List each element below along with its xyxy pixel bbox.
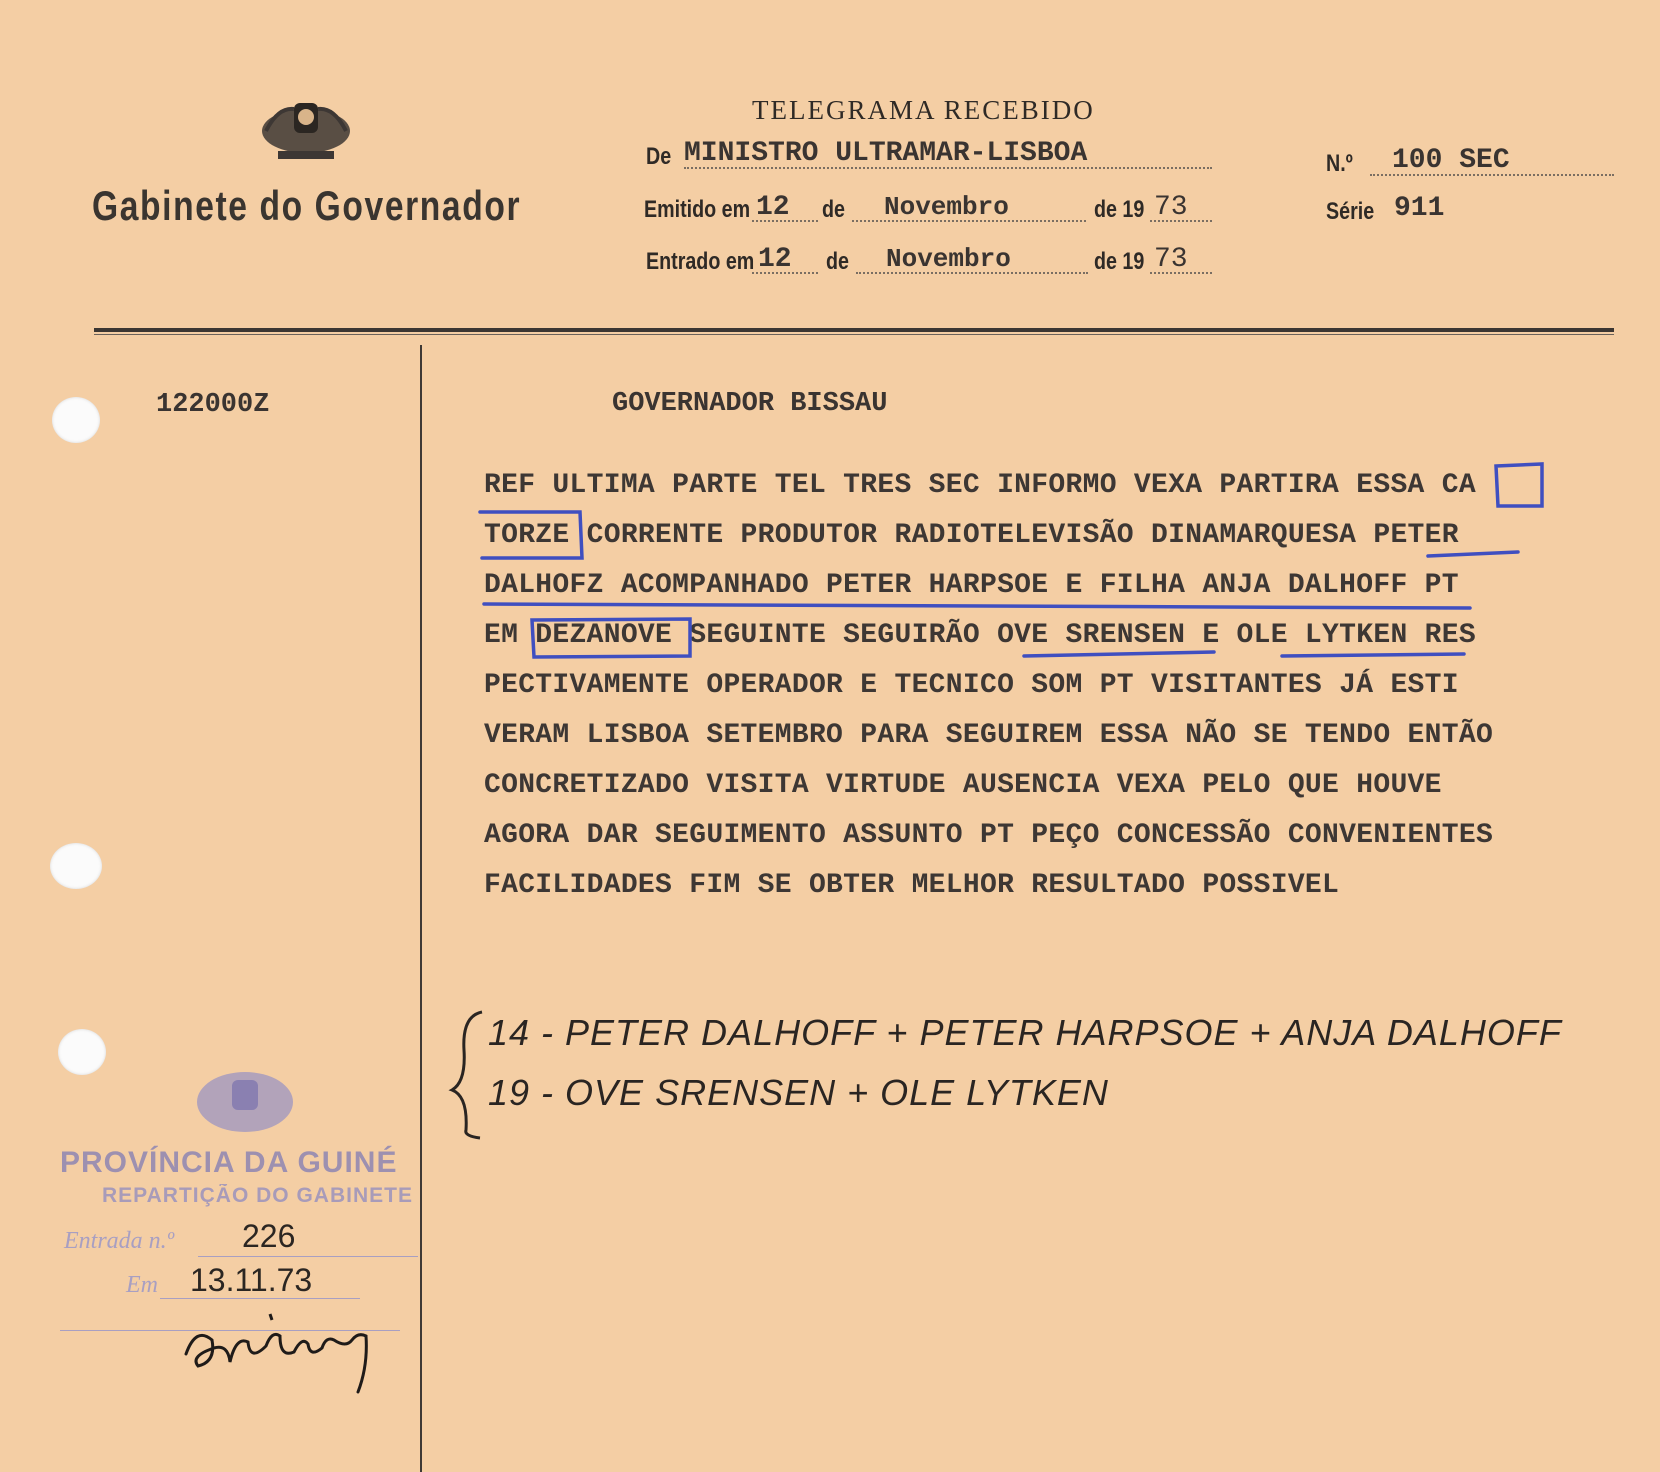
number-label: N.º [1326,150,1353,177]
series-label: Série [1326,198,1375,225]
handwritten-note-line-2: 19 - OVE SRENSEN + OLE LYTKEN [488,1072,1109,1113]
stamp-entry-number: 226 [242,1218,296,1254]
emitted-year: 73 [1154,192,1188,223]
entered-month: Novembro [886,244,1011,274]
message-line: VERAM LISBOA SETEMBRO PARA SEGUIREM ESSA NÃO SE TENDO ENTÃO [484,720,1494,751]
time-group: 122000Z [156,390,270,420]
telegram-title: TELEGRAMA RECEBIDO [752,95,1095,125]
message-line: CONCRETIZADO VISITA VIRTUDE AUSENCIA VEXA PELO QUE HOUVE [484,770,1442,801]
entered-year-prefix: de 19 [1094,248,1145,275]
emitted-label: Emitido em [644,196,751,223]
message-line: TORZE CORRENTE PRODUTOR RADIOTELEVISÃO DINAMARQUESA PETER [484,520,1459,551]
entered-day: 12 [758,244,792,275]
message-line: EM DEZANOVE SEGUINTE SEGUIRÃO OVE SRENSEN E OLE LYTKEN RES [484,620,1476,651]
emitted-de-label: de [822,196,845,223]
stamp-emblem-icon [192,1064,298,1144]
stamp-entry-label: Entrada n.º [64,1228,175,1254]
message-line: AGORA DAR SEGUIMENTO ASSUNTO PT PEÇO CONCESSÃO CONVENIENTES [484,820,1494,851]
addressee: GOVERNADOR BISSAU [612,389,888,419]
stamp-department: REPARTIÇÃO DO GABINETE [102,1184,413,1207]
message-line: REF ULTIMA PARTE TEL TRES SEC INFORMO VEXA PARTIRA ESSA CA [484,470,1476,501]
from-value: MINISTRO ULTRAMAR-LISBOA [684,138,1088,169]
emitted-month: Novembro [884,192,1009,222]
message-line: DALHOFZ ACOMPANHADO PETER HARPSOE E FILHA ANJA DALHOFF PT [484,570,1459,601]
stamp-date-value: 13.11.73 [190,1262,313,1298]
entered-year: 73 [1154,244,1188,275]
stamp-province: PROVÍNCIA DA GUINÉ [60,1146,398,1179]
entered-de-label: de [826,248,849,275]
emitted-year-prefix: de 19 [1094,196,1145,223]
stamp-date-label: Em [126,1272,158,1298]
handwritten-note-line-1: 14 - PETER DALHOFF + PETER HARPSOE + ANJA DALHOFF [488,1012,1562,1053]
emitted-day: 12 [756,192,790,223]
office-name: Gabinete do Governador [92,182,522,229]
from-label: De [646,143,672,170]
message-line: FACILIDADES FIM SE OBTER MELHOR RESULTADO POSSIVEL [484,870,1340,901]
series-value: 911 [1394,193,1445,224]
entered-label: Entrado em [646,248,755,275]
number-value: 100 SEC [1392,145,1510,176]
signature-mark [176,1296,386,1396]
message-line: PECTIVAMENTE OPERADOR E TECNICO SOM PT VISITANTES JÁ ESTI [484,670,1459,701]
stamp-entry-line [198,1256,418,1257]
